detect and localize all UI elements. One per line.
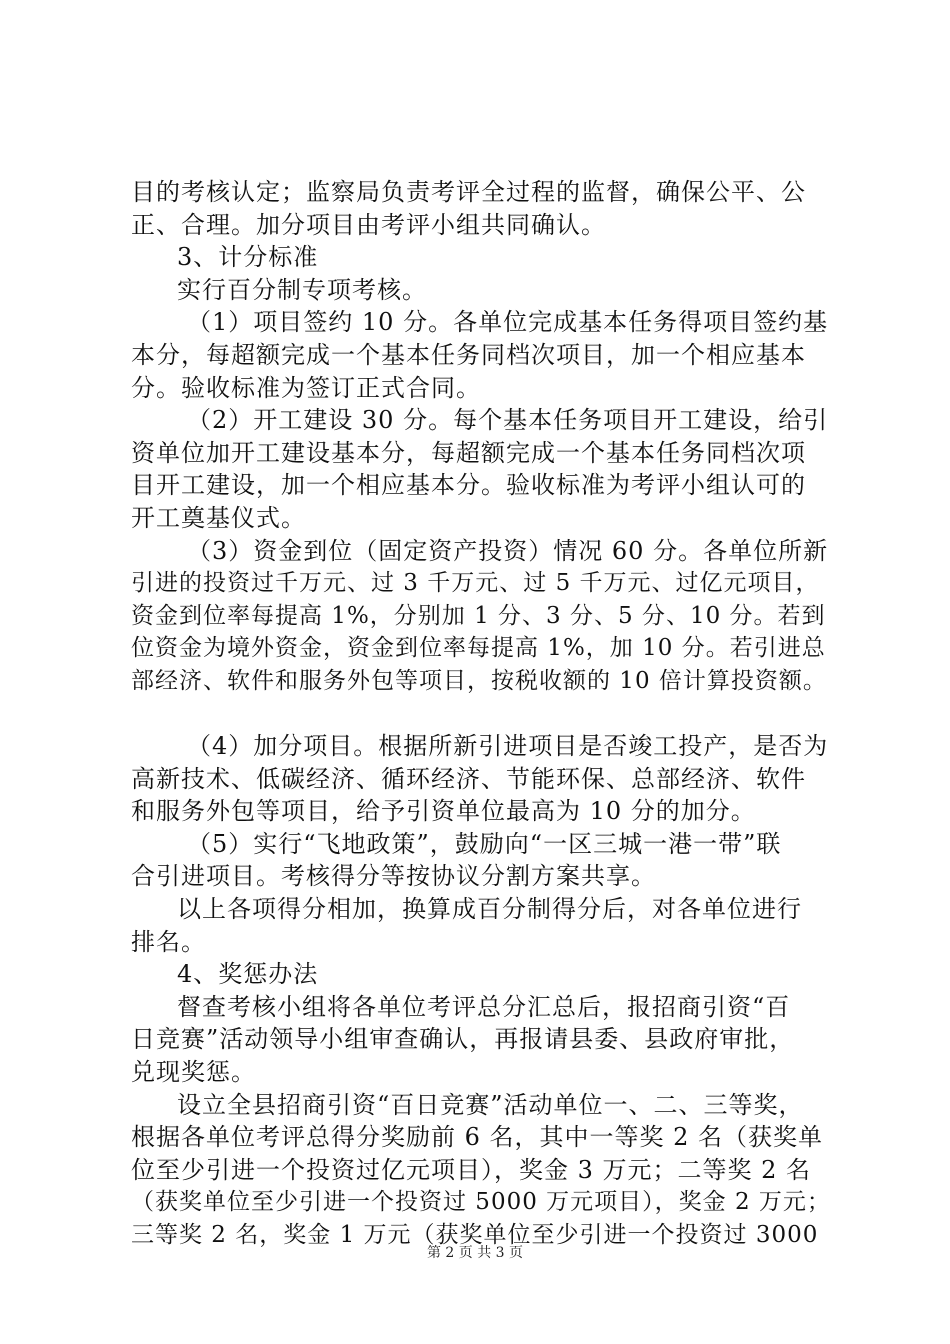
text-line: （3）资金到位（固定资产投资）情况 60 分。各单位所新: [187, 536, 829, 565]
text-line: 根据各单位考评总得分奖励前 6 名，其中一等奖 2 名（获奖单: [131, 1123, 824, 1152]
text-line: 三等奖 2 名，奖金 1 万元（获奖单位至少引进一个投资过 3000: [131, 1222, 819, 1248]
text-line: 部经济、软件和服务外包等项目，按税收额的 10 倍计算投资额。: [131, 667, 827, 694]
text-line: 正、合理。加分项目由考评小组共同确认。: [131, 210, 606, 239]
text-line: （1）项目签约 10 分。各单位完成基本任务得项目签约基: [187, 308, 829, 337]
text-line: 资单位加开工建设基本分，每超额完成一个基本任务同档次项: [131, 438, 806, 467]
text-line: 目的考核认定；监察局负责考评全过程的监督，确保公平、公: [131, 178, 806, 206]
text-line: 以上各项得分相加，换算成百分制得分后，对各单位进行: [177, 895, 802, 924]
text-line: 兑现奖惩。: [131, 1058, 256, 1087]
text-line: 合引进项目。考核得分等按协议分割方案共享。: [131, 862, 656, 891]
text-line: （获奖单位至少引进一个投资过 5000 万元项目），奖金 2 万元；: [131, 1189, 831, 1216]
text-line: 实行百分制专项考核。: [177, 275, 427, 304]
page-footer: 第 2 页 共 3 页: [426, 1245, 524, 1261]
text-line: 排名。: [131, 927, 206, 956]
text-line: 督查考核小组将各单位考评总分汇总后，报招商引资“百: [177, 992, 791, 1021]
text-line: 本分，每超额完成一个基本任务同档次项目，加一个相应基本: [131, 340, 806, 369]
document-body: [131, 176, 831, 1252]
text-line: 位资金为境外资金，资金到位率每提高 1%，加 10 分。若引进总: [131, 635, 826, 662]
text-line: 开工奠基仪式。: [131, 503, 306, 532]
text-line: （5）实行“飞地政策”，鼓励向“一区三城一港一带”联: [187, 829, 782, 858]
text-line: 4、奖惩办法: [177, 960, 319, 989]
text-line: 3、计分标准: [177, 243, 319, 272]
text-line: 分。验收标准为签订正式合同。: [131, 373, 481, 402]
text-line: 和服务外包等项目，给予引资单位最高为 10 分的加分。: [131, 797, 756, 826]
text-line: 位至少引进一个投资过亿元项目），奖金 3 万元；二等奖 2 名: [131, 1155, 812, 1184]
text-line: （4）加分项目。根据所新引进项目是否竣工投产，是否为: [187, 732, 829, 761]
text-line: 高新技术、低碳经济、循环经济、节能环保、总部经济、软件: [131, 764, 806, 793]
text-line: （2）开工建设 30 分。每个基本任务项目开工建设，给引: [187, 406, 829, 435]
blank-line: [131, 698, 831, 731]
text-line: 设立全县招商引资“百日竞赛”活动单位一、二、三等奖，: [177, 1090, 804, 1119]
text-line: 目开工建设，加一个相应基本分。验收标准为考评小组认可的: [131, 471, 806, 500]
text-line: 资金到位率每提高 1%，分别加 1 分、3 分、5 分、10 分。若到: [131, 602, 826, 629]
text-line: 引进的投资过千万元、过 3 千万元、过 5 千万元、过亿元项目，: [131, 570, 820, 597]
text-line: 日竞赛”活动领导小组审查确认，再报请县委、县政府审批，: [131, 1025, 795, 1054]
